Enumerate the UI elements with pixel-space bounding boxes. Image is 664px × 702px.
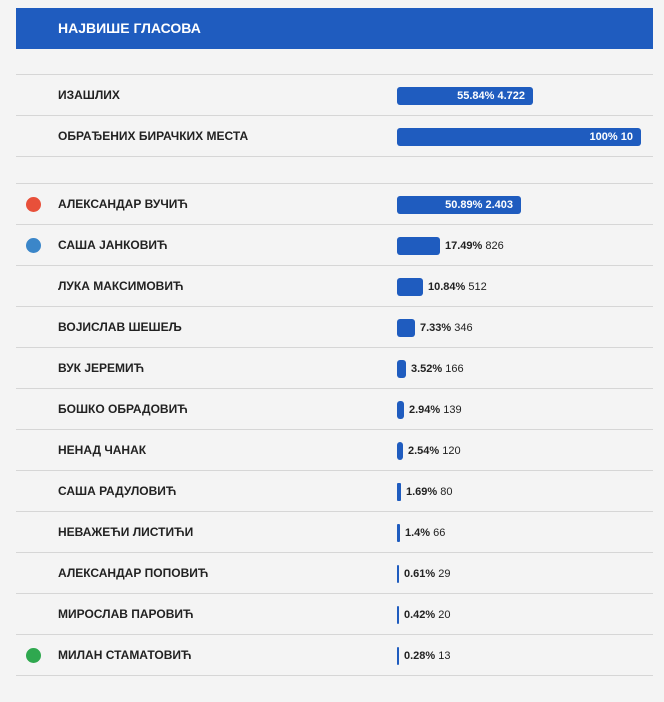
candidate-name: НЕНАД ЧАНАК <box>58 443 147 457</box>
candidate-color-dot <box>26 648 41 663</box>
candidate-votes: 826 <box>485 240 504 252</box>
candidate-votes: 2.403 <box>485 199 513 211</box>
candidate-percent: 1.4% <box>405 527 431 539</box>
candidate-bar-track <box>397 442 641 460</box>
candidate-row <box>16 307 653 348</box>
candidate-row <box>16 389 653 430</box>
candidate-bar <box>397 319 415 337</box>
candidate-name: АЛЕКСАНДАР ПОПОВИЋ <box>58 566 209 580</box>
candidate-row <box>16 225 653 266</box>
panel-header <box>16 8 653 49</box>
candidate-bar-track <box>397 319 641 337</box>
summary-name: ИЗАШЛИХ <box>58 88 120 102</box>
candidate-bar-track <box>397 524 641 542</box>
results-panel <box>16 8 653 676</box>
summary-percent: 55.84% <box>457 90 495 102</box>
candidate-votes: 139 <box>443 404 462 416</box>
candidate-row <box>16 266 653 307</box>
candidate-row <box>16 635 653 676</box>
summary-percent: 100% <box>589 131 618 143</box>
candidate-percent: 7.33% <box>420 322 452 334</box>
candidate-name: ВУК ЈЕРЕМИЋ <box>58 361 145 375</box>
candidate-bar <box>397 524 400 542</box>
candidate-percent: 1.69% <box>406 486 438 498</box>
candidate-votes: 29 <box>438 568 451 580</box>
results-list <box>16 74 653 676</box>
candidate-bar <box>397 237 440 255</box>
candidate-percent: 2.54% <box>408 445 440 457</box>
candidate-bar <box>397 647 399 665</box>
candidate-name: АЛЕКСАНДАР ВУЧИЋ <box>58 197 188 211</box>
candidate-percent: 3.52% <box>411 363 443 375</box>
candidate-bar <box>397 360 406 378</box>
candidate-row <box>16 430 653 471</box>
candidate-bar <box>397 483 401 501</box>
summary-row <box>16 116 653 157</box>
candidate-row <box>16 184 653 225</box>
summary-votes: 4.722 <box>497 90 525 102</box>
candidate-name: ЛУКА МАКСИМОВИЋ <box>58 279 184 293</box>
candidate-votes: 120 <box>442 445 461 457</box>
candidate-bar-track <box>397 196 641 214</box>
candidate-name: МИРОСЛАВ ПАРОВИЋ <box>58 607 194 621</box>
candidate-votes: 13 <box>438 650 451 662</box>
candidate-votes: 346 <box>454 322 473 334</box>
candidate-bar-track <box>397 606 641 624</box>
candidate-percent: 0.61% <box>404 568 436 580</box>
candidate-votes: 512 <box>468 281 487 293</box>
candidate-name: ВОЈИСЛАВ ШЕШЕЉ <box>58 320 182 334</box>
candidate-bar <box>397 606 399 624</box>
summary-row <box>16 75 653 116</box>
summary-name: ОБРАЂЕНИХ БИРАЧКИХ МЕСТА <box>58 129 249 143</box>
candidate-bar-track <box>397 483 641 501</box>
candidate-name: МИЛАН СТАМАТОВИЋ <box>58 648 192 662</box>
candidate-bar-track <box>397 647 641 665</box>
summary-bar-track <box>397 128 641 146</box>
candidate-bar-track <box>397 401 641 419</box>
candidate-percent: 17.49% <box>445 240 483 252</box>
candidate-bar <box>397 442 403 460</box>
summary-bar-track <box>397 87 641 105</box>
candidate-percent: 0.28% <box>404 650 436 662</box>
candidate-color-dot <box>26 197 41 212</box>
candidate-votes: 80 <box>440 486 453 498</box>
candidate-row <box>16 348 653 389</box>
candidate-votes: 166 <box>445 363 464 375</box>
panel-title: НАЈВИШЕ ГЛАСОВА <box>58 20 201 36</box>
candidate-bar <box>397 401 404 419</box>
candidate-percent: 10.84% <box>428 281 466 293</box>
candidate-bar-track <box>397 278 641 296</box>
candidate-percent: 0.42% <box>404 609 436 621</box>
candidate-name: САША РАДУЛОВИЋ <box>58 484 177 498</box>
section-divider <box>16 157 653 184</box>
candidate-bar-track <box>397 565 641 583</box>
candidate-votes: 66 <box>433 527 446 539</box>
candidate-color-dot <box>26 238 41 253</box>
summary-votes: 10 <box>620 131 633 143</box>
candidate-name: НЕВАЖЕЋИ ЛИСТИЋИ <box>58 525 194 539</box>
candidate-name: БОШКО ОБРАДОВИЋ <box>58 402 188 416</box>
candidate-percent: 2.94% <box>409 404 441 416</box>
candidate-row <box>16 553 653 594</box>
candidate-bar <box>397 565 399 583</box>
candidate-bar-track <box>397 237 641 255</box>
candidate-row <box>16 471 653 512</box>
candidate-row <box>16 512 653 553</box>
candidate-name: САША ЈАНКОВИЋ <box>58 238 168 252</box>
candidate-votes: 20 <box>438 609 451 621</box>
candidate-bar-track <box>397 360 641 378</box>
candidate-bar <box>397 278 423 296</box>
candidate-percent: 50.89% <box>445 199 483 211</box>
candidate-row <box>16 594 653 635</box>
